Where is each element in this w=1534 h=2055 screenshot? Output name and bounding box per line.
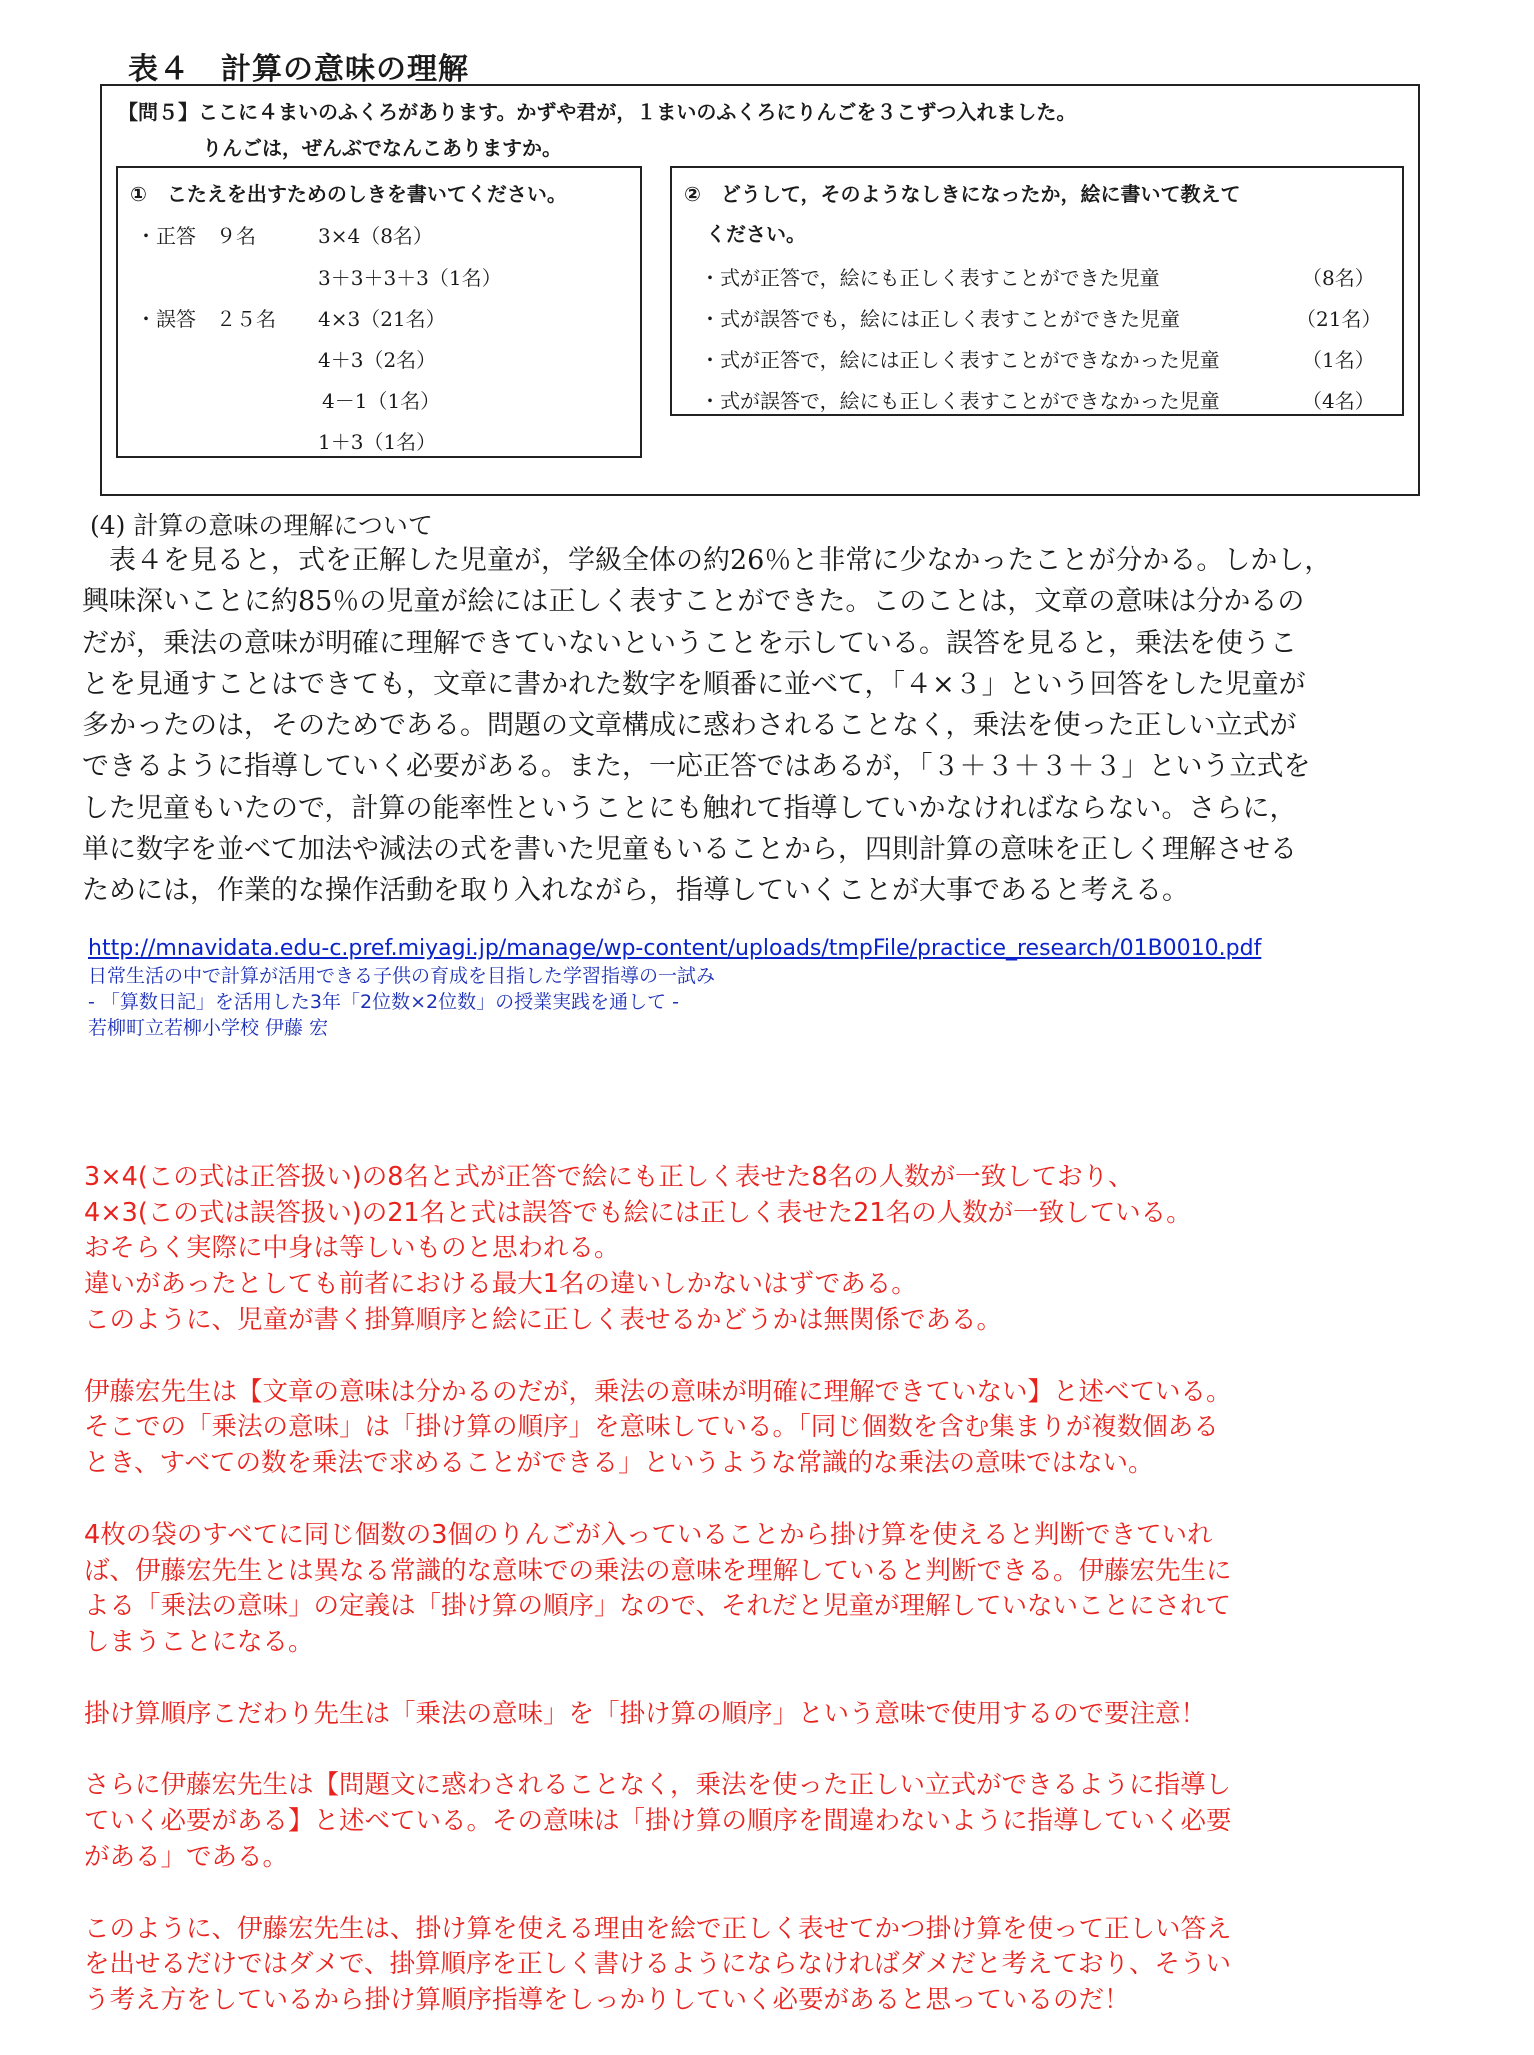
commentary-line: 違いがあったとしても前者における最大1名の違いしかないはずである。: [84, 1269, 917, 1300]
commentary-line: このように、伊藤宏先生は、掛け算を使える理由を絵で正しく表せてかつ掛け算を使って正しい答え: [84, 1913, 1232, 1944]
commentary-line: 3×4(この式は正答扱い)の8名と式が正答で絵にも正しく表せた8名の人数が一致しており、: [84, 1161, 1134, 1192]
box1-row-expr: 4×3（21名）: [318, 307, 446, 331]
paragraph-line: 興味深いことに約85％の児童が絵には正しく表すことができた。このことは，文章の意味は分かるの: [82, 586, 1305, 618]
commentary-line: 伊藤宏先生は【文章の意味は分かるのだが，乗法の意味が明確に理解できていない】と述べている。: [84, 1376, 1232, 1407]
box1-row-label: ・誤答 ２５名: [136, 307, 276, 331]
box2-row-count: （8名）: [1302, 266, 1375, 290]
commentary-line: を出せるだけではダメで、掛算順序を正しく書けるようにならなければダメだと考えており、そうい: [84, 1949, 1231, 1980]
question-line-1: 【問５】ここに４まいのふくろがあります。かずや君が，１まいのふくろにりんごを３こずつ入れました。: [118, 100, 1077, 124]
box1-heading: ① こたえを出すためのしきを書いてください。: [130, 182, 567, 206]
commentary-line: さらに伊藤宏先生は【問題文に惑わされることなく，乗法を使った正しい立式ができるように指導し: [84, 1770, 1231, 1801]
commentary-line: う考え方をしているから掛け算順序指導をしっかりしていく必要があると思っているのだ！: [84, 1985, 1130, 2016]
source-citation: [88, 935, 1261, 1041]
section-paragraph: [82, 540, 1442, 912]
box2-row-text: ・式が正答で，絵にも正しく表すことができた児童: [700, 266, 1160, 290]
box2-row-text: ・式が誤答でも，絵には正しく表すことができた児童: [700, 307, 1180, 331]
table-title: 表４ 計算の意味の理解: [128, 52, 469, 87]
section-heading: (4) 計算の意味の理解について: [90, 511, 433, 540]
paragraph-line: だが，乗法の意味が明確に理解できていないということを示している。誤答を見ると，乗法を使うこ: [82, 627, 1297, 659]
paragraph-line: 単に数字を並べて加法や減法の式を書いた児童もいることから，四則計算の意味を正しく理解させる: [82, 834, 1297, 866]
box2-heading-line-2: ください。: [706, 222, 806, 246]
box2-row-count: （1名）: [1302, 348, 1375, 372]
commentary-line: 掛け算順序こだわり先生は「乗法の意味」を「掛け算の順序」という意味で使用するので要注意！: [84, 1698, 1207, 1729]
source-link[interactable]: http://mnavidata.edu-c.pref.miyagi.jp/manage/wp-content/uploads/tmpFile/practice_research/01B0010.pdf: [88, 936, 1262, 961]
commentary-line: 4×3(この式は誤答扱い)の21名と式は誤答でも絵には正しく表せた21名の人数が一致している。: [84, 1197, 1192, 1228]
box1-row-label: ・正答 ９名: [136, 224, 256, 248]
box1-row-expr: 3＋3＋3＋3（1名）: [318, 266, 502, 290]
paragraph-line: 表４を見ると，式を正解した児童が，学級全体の約26％と非常に少なかったことが分かる。しかし，: [82, 545, 1332, 576]
paragraph-line: 多かったのは，そのためである。問題の文章構成に惑わされることなく，乗法を使った正しい立式が: [82, 710, 1297, 742]
box1-row-expr: 1＋3（1名）: [318, 430, 437, 454]
paragraph-line: した児童もいたので，計算の能率性ということにも触れて指導していかなければならない。さらに，: [82, 792, 1297, 824]
commentary-line: とき、すべての数を乗法で求めることができる」というような常識的な乗法の意味ではない。: [84, 1448, 1154, 1479]
paragraph-line: できるように指導していく必要がある。また，一応正答ではあるが，「３＋３＋３＋３」という立式を: [82, 751, 1311, 783]
box2-row-count: （21名）: [1296, 307, 1382, 331]
commentary-line: そこでの「乗法の意味」は「掛け算の順序」を意味している。「同じ個数を含む集まりが複数個ある: [84, 1412, 1219, 1443]
box1-row-expr: 4＋3（2名）: [318, 348, 437, 372]
commentary-line: このように、児童が書く掛算順序と絵に正しく表せるかどうかは無関係である。: [84, 1304, 1003, 1335]
box1-row-expr: 3×4（8名）: [318, 224, 433, 248]
commentary-line: ていく必要がある】と述べている。その意味は「掛け算の順序を間違わないように指導していく必要: [84, 1806, 1232, 1837]
commentary-line: しまうことになる。: [84, 1627, 314, 1658]
commentary: [84, 1124, 1474, 2055]
source-author: 若柳町立若柳小学校 伊藤 宏: [88, 1017, 329, 1039]
box2-row-count: （4名）: [1302, 389, 1375, 413]
paragraph-line: とを見通すことはできても，文章に書かれた数字を順番に並べて，「４×３」という回答をした児童が: [82, 668, 1306, 700]
box1-row-expr: 4－1（1名）: [322, 389, 441, 413]
source-subtitle: - 「算数日記」を活用した3年「2位数×2位数」の授業実践を通して -: [88, 991, 679, 1013]
commentary-line: よる「乗法の意味」の定義は「掛け算の順序」なので、それだと児童が理解していないことにされて: [84, 1591, 1231, 1622]
commentary-line: 4枚の袋のすべてに同じ個数の3個のりんごが入っていることから掛け算を使えると判断できていれ: [84, 1519, 1213, 1550]
box2-row-text: ・式が誤答で，絵にも正しく表すことができなかった児童: [700, 389, 1220, 413]
commentary-line: おそらく実際に中身は等しいものと思われる。: [84, 1233, 620, 1264]
commentary-line: がある」である。: [84, 1841, 289, 1872]
box2-row-text: ・式が正答で，絵には正しく表すことができなかった児童: [700, 348, 1220, 372]
paragraph-line: ためには，作業的な操作活動を取り入れながら，指導していくことが大事であると考える。: [82, 875, 1189, 907]
question-line-2: りんごは，ぜんぶでなんこありますか。: [202, 136, 562, 160]
box2-heading-line-1: ② どうして，そのようなしきになったか，絵に書いて教えて: [684, 182, 1241, 206]
source-title: 日常生活の中で計算が活用できる子供の育成を目指した学習指導の一試み: [88, 965, 716, 987]
commentary-line: ば、伊藤宏先生とは異なる常識的な意味での乗法の意味を理解していると判断できる。伊藤宏先生に: [84, 1555, 1232, 1586]
